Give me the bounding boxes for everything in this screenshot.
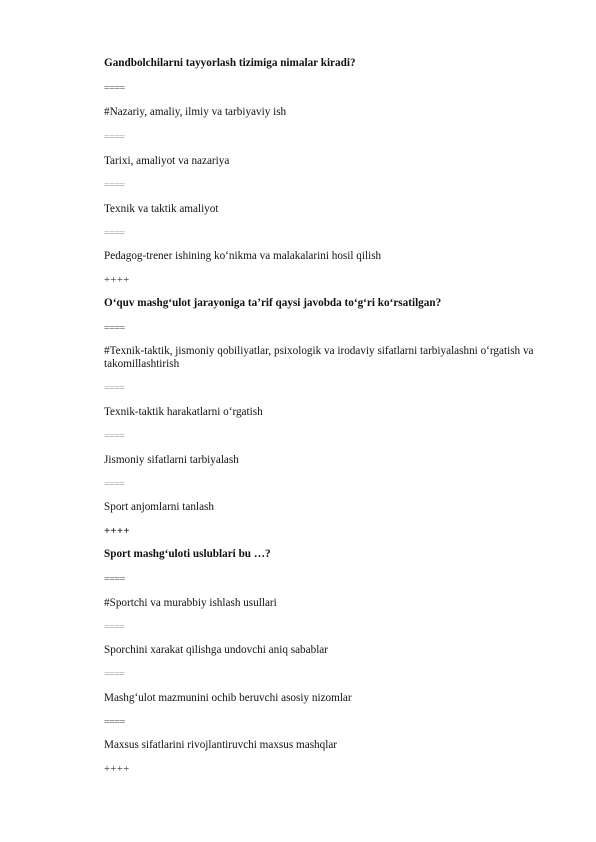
answer-2-2: Texnik-taktik harakatlarni o‘rgatish — [104, 406, 263, 418]
question-2: O‘quv mashg‘ulot jarayoniga ta’rif qaysi javobda to‘g‘ri ko‘rsatilgan? — [104, 297, 442, 309]
separator: ==== — [104, 83, 125, 94]
answer-2-4: Sport anjomlarni tanlash — [104, 501, 214, 513]
block-end-marker: ++++ — [104, 764, 130, 775]
answer-1-4: Pedagog-trener ishining ko‘nikma va malakalarini hosil qilish — [104, 250, 382, 262]
question-3: Sport mashg‘uloti uslublari bu …? — [104, 548, 271, 560]
separator: ==== — [104, 180, 125, 191]
answer-2-3: Jismoniy sifatlarni tarbiyalash — [104, 454, 239, 466]
block-end-marker: ++++ — [104, 526, 130, 537]
answer-3-3: Mashg‘ulot mazmunini ochib beruvchi asosiy nizomlar — [104, 692, 352, 704]
answer-3-4: Maxsus sifatlarini rivojlantiruvchi maxsus mashqlar — [104, 739, 338, 751]
separator: ==== — [104, 669, 125, 680]
answer-1-3: Texnik va taktik amaliyot — [104, 203, 219, 215]
separator: ==== — [104, 383, 125, 394]
separator: ==== — [104, 717, 125, 728]
separator: ==== — [104, 622, 125, 633]
answer-3-2: Sporchini xarakat qilishga undovchi aniq sabablar — [104, 644, 329, 656]
separator: ==== — [104, 323, 125, 334]
separator: ==== — [104, 132, 125, 143]
answer-1-2: Tarixi, amaliyot va nazariya — [104, 155, 230, 167]
answer-1-1: #Nazariy, amaliy, ilmiy va tarbiyaviy ish — [104, 106, 287, 118]
separator: ==== — [104, 431, 125, 442]
question-1: Gandbolchilarni tayyorlash tizimiga nimalar kiradi? — [104, 57, 356, 69]
answer-2-1: #Texnik-taktik, jismoniy qobiliyatlar, psixologik va irodaviy sifatlarni tarbiyalashni o‘rgatish va takomillashtirish — [104, 345, 534, 370]
block-end-marker: ++++ — [104, 275, 130, 286]
separator: ==== — [104, 574, 125, 585]
separator: ==== — [104, 479, 125, 490]
answer-3-1: #Sportchi va murabbiy ishlash usullari — [104, 597, 277, 609]
separator: ==== — [104, 228, 125, 239]
